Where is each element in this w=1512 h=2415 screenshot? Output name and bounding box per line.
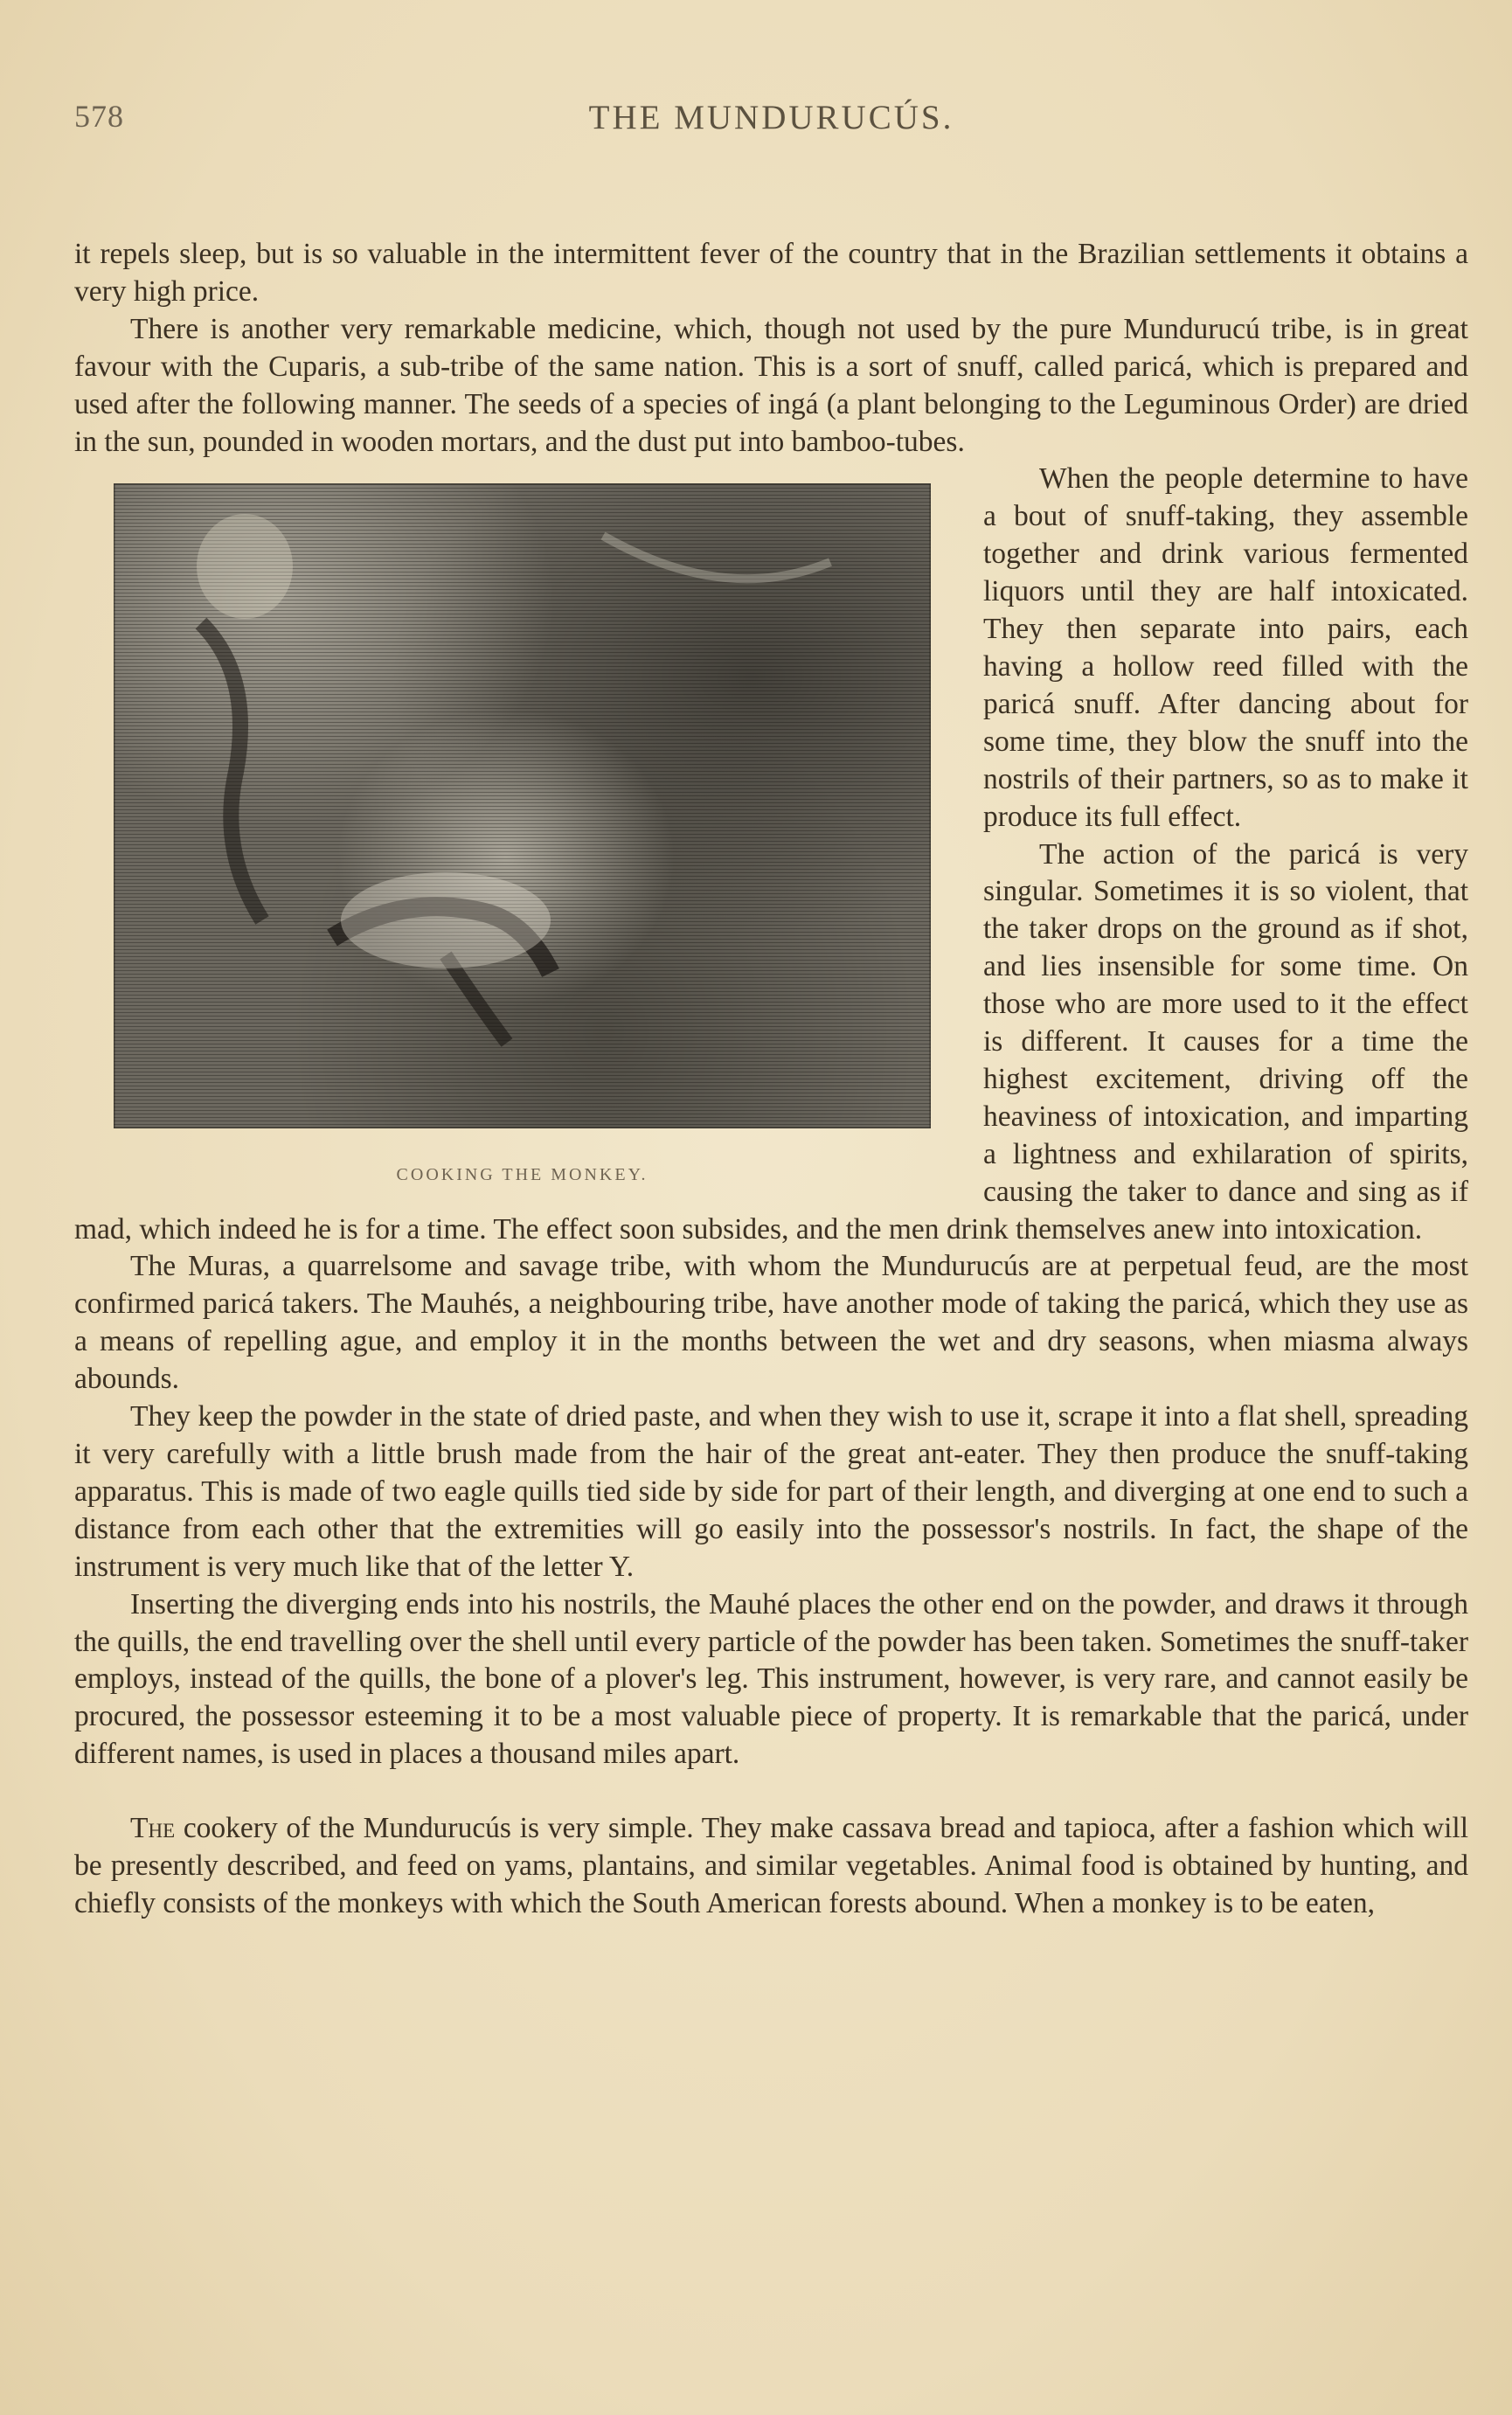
- section-break: [74, 1773, 1468, 1810]
- page-number: 578: [74, 99, 124, 134]
- paragraph: The action of the paricá is very singular. Sometimes it is so violent, that the taker drops on the ground as if shot, and lies insensible for some time. On those who are more used to it the effect is different. It causes for a time the highest excitement, driving off the heaviness of intoxication, and imparting a lightness and exhilaration of spirits, causing the taker to dance and sing as if mad, which indeed he is for a time. The effect soon subsides, and the men drink themselves anew into intoxication.: [74, 837, 1468, 1246]
- lead-word: The: [130, 1812, 176, 1845]
- paragraph: There is another very remarkable medicine, which, though not used by the pure Mundurucú tribe, is in great favour with the Cuparis, a sub-tribe of the same nation. This is a sort of snuff, called paricá, which is prepared and used after the following manner. The seeds of a species of ingá (a plant belonging to the Leguminous Order) are dried in the sun, pounded in wooden mortars, and the dust put into bamboo-tubes.: [74, 312, 1468, 458]
- paragraph-text: cookery of the Mundurucús is very simple. They make cassava bread and tapioca, after a fashion which will be presently described, and feed on yams, plantains, and similar vegetables. Animal food is obtained by hunting, and chiefly consists of the monkeys with which the South American forests abound. When a monkey is to be eaten,: [74, 1812, 1468, 1919]
- paragraph: They keep the powder in the state of dried paste, and when they wish to use it, scrape it into a flat shell, spreading it very carefully with a little brush made from the hair of the great ant-eater. They then produce the snuff-taking apparatus. This is made of two eagle quills tied side by side for part of their length, and diverging at one end to such a distance from each other that the extremities will go easily into the possessor's nostrils. In fact, the shape of the instrument is very much like that of the letter Y.: [74, 1400, 1468, 1583]
- paragraph: it repels sleep, but is so valuable in the intermittent fever of the country that in the Brazilian settlements it obtains a very high price.: [74, 238, 1468, 308]
- figure-caption: COOKING THE MONKEY.: [396, 1165, 648, 1185]
- page-header: [74, 98, 1468, 150]
- paragraph: Inserting the diverging ends into his nostrils, the Mauhé places the other end on the powder, and draws it through the quills, the end travelling over the shell until every particle of the powder has been taken. Sometimes the snuff-taker employs, instead of the quills, the bone of a plover's leg. This instrument, however, is very rare, and cannot easily be procured, the possessor esteeming it to be a most valuable piece of property. It is remarkable that the paricá, under different names, is used in places a thousand miles apart.: [74, 1587, 1468, 1771]
- paragraph: The Muras, a quarrelsome and savage tribe, with whom the Mundurucús are at perpetual feud, are the most confirmed paricá takers. The Mauhés, a neighbouring tribe, have another mode of taking the paricá, which they use as a means of repelling ague, and employ it in the months between the wet and dry seasons, when miasma always abounds.: [74, 1250, 1468, 1396]
- paragraph: When the people determine to have a bout of snuff-taking, they assemble together and drink various fermented liquors until they are half intoxicated. They then separate into pairs, each having a hollow reed filled with the paricá snuff. After dancing about for some time, they blow the snuff into the nostrils of their partners, so as to make it produce its full effect.: [983, 462, 1468, 833]
- body-text: [74, 236, 1468, 1923]
- engraving-scene: [114, 483, 931, 1128]
- paragraph: [74, 1810, 1468, 1923]
- engraving-illustration: [114, 483, 931, 1128]
- running-title: THE MUNDURUCÚS.: [588, 99, 954, 136]
- book-page: [74, 98, 1468, 1923]
- figure: [114, 483, 931, 1194]
